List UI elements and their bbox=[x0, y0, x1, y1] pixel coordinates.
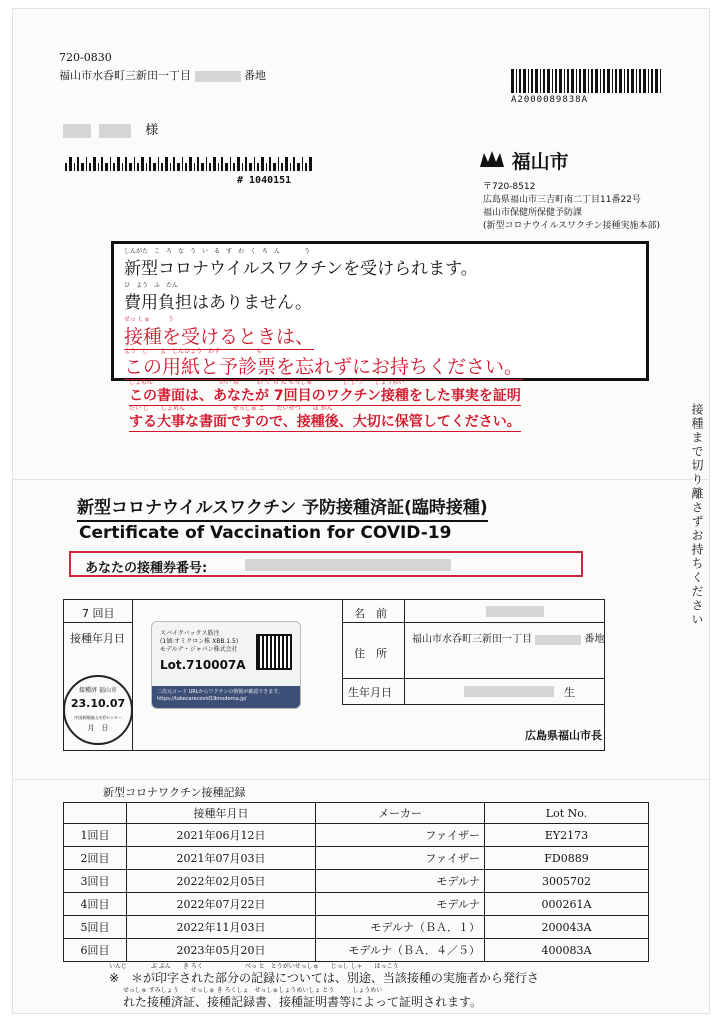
mayor-signature: 広島県福山市長 bbox=[525, 729, 602, 742]
recipient-address bbox=[59, 67, 266, 83]
barcode-bar bbox=[648, 69, 649, 93]
lot-cell: EY2173 bbox=[485, 824, 649, 847]
barcode-bar bbox=[571, 69, 574, 93]
table-row bbox=[64, 847, 649, 870]
barcode-bar bbox=[579, 69, 581, 93]
lot-cell: 000261A bbox=[485, 893, 649, 916]
castle-logo-icon bbox=[479, 151, 512, 173]
barcode-bar bbox=[583, 69, 586, 93]
city-logo bbox=[479, 147, 569, 174]
notice-line-2: 費用負担はありません。 bbox=[124, 293, 313, 313]
stamp-bottom: 中国新聞福山水呑センター bbox=[74, 715, 122, 720]
barcode-bar bbox=[595, 69, 598, 93]
barcode-bar bbox=[511, 69, 514, 93]
barcode bbox=[65, 157, 314, 171]
barcode-bar bbox=[281, 163, 283, 171]
barcode-bar bbox=[101, 157, 103, 171]
proof-notice-line-2: する大事な書面ですので、接種後、大切に保管してください。 bbox=[129, 411, 521, 432]
notice-line-4: この用紙と予診票を忘れずにお持ちください。 bbox=[124, 352, 523, 380]
barcode-bar bbox=[564, 69, 565, 93]
barcode-bar bbox=[543, 69, 545, 93]
issuer-address-block bbox=[483, 181, 660, 233]
sticker-url: https://takecarecovid19moderna.jp/ bbox=[157, 696, 247, 702]
column-header: 接種年月日 bbox=[127, 803, 316, 824]
ruby-text: せっしゅ すみしょう せっしゅ き ろくしょ せっしゅしょうめいしょ とう しょうめい bbox=[123, 987, 383, 994]
barcode-bar bbox=[213, 157, 216, 171]
barcode-bar bbox=[559, 69, 562, 93]
lot-cell: 400083A bbox=[485, 939, 649, 962]
ticket-number-box bbox=[69, 551, 583, 577]
barcode-bar bbox=[266, 163, 267, 171]
ticket-number-label: あなたの接種券番号: bbox=[85, 561, 208, 576]
vaccination-records-table bbox=[63, 802, 649, 962]
barcode-bar bbox=[189, 157, 192, 171]
barcode-bar bbox=[86, 157, 87, 171]
ruby-text: だい じ しょめん せっしゅ ご たいせつ ほ かん bbox=[129, 405, 333, 412]
barcode-bar bbox=[269, 157, 271, 171]
barcode-bar bbox=[117, 157, 120, 171]
ruby-text: いんじ ぶ ぶん き ろく べっ と とうがいせっしゅ じっし しゃ はっこう bbox=[109, 963, 399, 970]
recipient-name bbox=[63, 119, 158, 138]
table-row bbox=[64, 939, 649, 962]
lot-cell: 200043A bbox=[485, 916, 649, 939]
notice-line-3: 接種を受けるときは、 bbox=[124, 322, 314, 350]
barcode-bar bbox=[655, 69, 658, 93]
redacted-block bbox=[195, 71, 241, 82]
barcode-bar bbox=[122, 163, 123, 171]
barcode-bar bbox=[201, 163, 204, 171]
barcode-bar bbox=[113, 163, 115, 171]
barcode-bar bbox=[528, 69, 529, 93]
ruby-text: しょめん かい め わ く ち ん せっしゅ じ じつ しょうめい bbox=[129, 379, 405, 386]
dose-cell: 3回目 bbox=[64, 870, 127, 893]
issuer-address: 広島県福山市三吉町南二丁目11番22号 bbox=[483, 195, 641, 205]
certificate-title-en: Certificate of Vaccination for COVID-19 bbox=[79, 523, 452, 543]
barcode-bar bbox=[137, 163, 139, 171]
divider bbox=[342, 704, 604, 705]
barcode-number: A2000089838A bbox=[511, 95, 589, 105]
qr-code-icon bbox=[256, 634, 292, 670]
barcode-bar bbox=[173, 157, 175, 171]
barcode-bar bbox=[257, 163, 259, 171]
barcode-bar bbox=[218, 163, 219, 171]
stamp-day: 月 日 bbox=[87, 724, 109, 732]
barcode-bar bbox=[309, 157, 312, 171]
divider bbox=[64, 622, 132, 623]
customer-number: # 1040151 bbox=[237, 175, 292, 186]
barcode-bar bbox=[285, 157, 288, 171]
address-value bbox=[412, 630, 604, 645]
barcode-bar bbox=[74, 163, 75, 171]
column-header: Lot No. bbox=[485, 803, 649, 824]
barcode-bar bbox=[146, 163, 147, 171]
date-cell: 2023年05月20日 bbox=[127, 939, 316, 962]
barcode-bar bbox=[230, 157, 231, 171]
recipient-address-text: 福山市水呑町三新田一丁目 bbox=[59, 69, 191, 82]
sticker-info-text: 二次元コード URLからワクチンの情報が確認できます。 bbox=[157, 689, 283, 695]
sticker-text bbox=[160, 630, 238, 654]
postal-customer-barcode bbox=[65, 157, 315, 171]
barcode-bar bbox=[660, 69, 661, 93]
dob-label: 生年月日 bbox=[348, 686, 392, 699]
barcode-bar bbox=[89, 163, 91, 171]
stamp-top: 接種済 福山市 bbox=[79, 687, 117, 694]
barcode-bar bbox=[249, 163, 252, 171]
barcode-bar bbox=[603, 69, 605, 93]
barcode-bar bbox=[547, 69, 550, 93]
column-header bbox=[64, 803, 127, 824]
maker-cell: ファイザー bbox=[316, 824, 485, 847]
table-row bbox=[64, 870, 649, 893]
barcode-bar bbox=[105, 163, 108, 171]
barcode-bar bbox=[588, 69, 589, 93]
maker-cell: モデルナ（ＢＡ．１） bbox=[316, 916, 485, 939]
divider bbox=[404, 600, 405, 704]
date-cell: 2022年07月22日 bbox=[127, 893, 316, 916]
issuer-department: 福山市保健所保健予防課 bbox=[483, 208, 583, 218]
table-header-row bbox=[64, 803, 649, 824]
table-row bbox=[64, 824, 649, 847]
barcode-bar bbox=[129, 163, 132, 171]
date-label: 接種年月日 bbox=[70, 632, 125, 645]
sticker-strain: (1価:オミクロン株 XBB.1.5) bbox=[160, 638, 239, 645]
dose-cell: 5回目 bbox=[64, 916, 127, 939]
barcode-bar bbox=[523, 69, 526, 93]
vaccination-notice-document bbox=[12, 8, 710, 1014]
redacted-block bbox=[486, 606, 544, 617]
divider bbox=[342, 622, 604, 623]
issuer-postal: 〒720-8512 bbox=[483, 182, 536, 192]
barcode-bar bbox=[125, 157, 127, 171]
records-body bbox=[64, 824, 649, 962]
barcode-bar bbox=[297, 163, 300, 171]
barcode-bar bbox=[194, 163, 195, 171]
fold-line bbox=[13, 779, 709, 780]
barcode-bar bbox=[197, 157, 199, 171]
column-header: メーカー bbox=[316, 803, 485, 824]
barcode-bar bbox=[619, 69, 622, 93]
barcode-bar bbox=[600, 69, 601, 93]
date-cell: 2022年02月05日 bbox=[127, 870, 316, 893]
name-label: 名 前 bbox=[354, 607, 387, 620]
dose-cell: 6回目 bbox=[64, 939, 127, 962]
barcode-bar bbox=[290, 163, 291, 171]
divider bbox=[342, 600, 343, 704]
ruby-text: よう し よ しんひょう わす も bbox=[124, 348, 263, 355]
barcode-bar bbox=[516, 69, 517, 93]
barcode-bar bbox=[302, 157, 303, 171]
barcode-bar bbox=[141, 157, 144, 171]
barcode-bar bbox=[254, 157, 255, 171]
barcode-bar bbox=[624, 69, 625, 93]
barcode-bar bbox=[567, 69, 569, 93]
lot-cell: 3005702 bbox=[485, 870, 649, 893]
maker-cell: モデルナ bbox=[316, 893, 485, 916]
barcode-bar bbox=[305, 163, 307, 171]
stamp-date: 23.10.07 bbox=[70, 697, 126, 710]
barcode-bar bbox=[607, 69, 610, 93]
dob-suffix: 生 bbox=[564, 686, 575, 699]
sticker-lot: Lot.710007A bbox=[160, 658, 246, 672]
barcode-bar bbox=[643, 69, 646, 93]
barcode-bar bbox=[93, 157, 96, 171]
ruby-text: しんがた こ ろ な う い る す わ く ち ん う bbox=[124, 248, 311, 255]
barcode-bar bbox=[182, 157, 183, 171]
barcode-bar bbox=[540, 69, 541, 93]
barcode-bar bbox=[209, 163, 211, 171]
barcode-bar bbox=[225, 163, 228, 171]
barcode-bar bbox=[576, 69, 577, 93]
barcode-bar bbox=[98, 163, 99, 171]
barcode-bar bbox=[134, 157, 135, 171]
barcode bbox=[511, 69, 663, 93]
barcode-bar bbox=[233, 163, 235, 171]
barcode-bar bbox=[110, 157, 111, 171]
maker-cell: ファイザー bbox=[316, 847, 485, 870]
city-name: 福山市 bbox=[511, 151, 569, 173]
footnote-line-2: れた接種済証、接種記録書、接種証明書等によって証明されます。 bbox=[123, 995, 483, 1009]
barcode-bar bbox=[627, 69, 629, 93]
document-barcode bbox=[511, 69, 629, 93]
date-cell: 2021年06月12日 bbox=[127, 824, 316, 847]
date-cell: 2021年07月03日 bbox=[127, 847, 316, 870]
address-value-text: 福山市水呑町三新田一丁目 bbox=[412, 634, 532, 645]
barcode-bar bbox=[185, 163, 187, 171]
barcode-bar bbox=[555, 69, 557, 93]
barcode-bar bbox=[153, 163, 156, 171]
address-value-suffix: 番地 bbox=[584, 634, 605, 645]
barcode-bar bbox=[158, 157, 159, 171]
redacted-block bbox=[99, 124, 131, 138]
table-row bbox=[64, 893, 649, 916]
barcode-bar bbox=[177, 163, 180, 171]
vaccine-lot-sticker bbox=[151, 621, 301, 709]
barcode-bar bbox=[237, 157, 240, 171]
barcode-bar bbox=[552, 69, 553, 93]
barcode-bar bbox=[519, 69, 521, 93]
barcode-bar bbox=[639, 69, 641, 93]
redacted-block bbox=[535, 635, 581, 645]
barcode-bar bbox=[531, 69, 533, 93]
barcode-bar bbox=[170, 163, 171, 171]
vaccination-stamp bbox=[63, 675, 133, 745]
divider bbox=[342, 678, 604, 679]
maker-cell: モデルナ（ＢＡ．４／５） bbox=[316, 939, 485, 962]
dose-label: 7 回目 bbox=[82, 607, 115, 620]
redacted-block bbox=[63, 124, 91, 138]
footnote-line-1: ※ ＊が印字された部分の記録については、別途、当該接種の実施者から発行さ bbox=[109, 971, 539, 985]
date-cell: 2022年11月03日 bbox=[127, 916, 316, 939]
dose-cell: 1回目 bbox=[64, 824, 127, 847]
barcode-bar bbox=[535, 69, 538, 93]
issuer-office: (新型コロナウイルスワクチン接種実施本部) bbox=[483, 221, 661, 231]
barcode-bar bbox=[242, 163, 243, 171]
redacted-block bbox=[245, 559, 451, 571]
barcode-bar bbox=[278, 157, 279, 171]
barcode-bar bbox=[161, 163, 163, 171]
barcode-bar bbox=[591, 69, 593, 93]
barcode-bar bbox=[69, 157, 72, 171]
fold-line bbox=[13, 479, 709, 480]
side-instruction: 接種まで切り離さずお持ちください bbox=[690, 403, 704, 627]
sticker-maker: モデルナ・ジャパン株式会社 bbox=[160, 646, 238, 653]
address-label: 住 所 bbox=[354, 647, 387, 660]
lot-cell: FD0889 bbox=[485, 847, 649, 870]
maker-cell: モデルナ bbox=[316, 870, 485, 893]
postal-code: 720-0830 bbox=[59, 51, 112, 64]
barcode-bar bbox=[221, 157, 223, 171]
barcode-bar bbox=[81, 163, 84, 171]
dose-cell: 4回目 bbox=[64, 893, 127, 916]
records-title: 新型コロナワクチン接種記録 bbox=[103, 786, 246, 799]
barcode-bar bbox=[615, 69, 617, 93]
barcode-bar bbox=[206, 157, 207, 171]
proof-notice-line-1: この書面は、あなたが 7回目のワクチン接種をした事実を証明 bbox=[129, 385, 521, 406]
barcode-bar bbox=[149, 157, 151, 171]
barcode-bar bbox=[651, 69, 653, 93]
vaccine-notice-box bbox=[111, 241, 649, 381]
recipient-address-suffix: 番地 bbox=[244, 69, 266, 82]
barcode-bar bbox=[293, 157, 295, 171]
table-row bbox=[64, 916, 649, 939]
redacted-block bbox=[464, 686, 554, 697]
barcode-bar bbox=[636, 69, 637, 93]
barcode-bar bbox=[77, 157, 79, 171]
barcode-bar bbox=[65, 163, 67, 171]
dose-cell: 2回目 bbox=[64, 847, 127, 870]
sticker-product: スパイクバックス筋注 bbox=[160, 630, 220, 637]
ruby-text: せっ しゅ う bbox=[124, 316, 174, 323]
sticker-info-bar bbox=[152, 686, 300, 708]
barcode-bar bbox=[165, 157, 168, 171]
barcode-bar bbox=[612, 69, 613, 93]
barcode-bar bbox=[245, 157, 247, 171]
ruby-text: ひ よう ふ たん bbox=[124, 282, 179, 289]
certificate-title-ja: 新型コロナウイルスワクチン 予防接種済証(臨時接種) bbox=[77, 493, 488, 522]
honorific: 様 bbox=[145, 123, 159, 138]
barcode-bar bbox=[261, 157, 264, 171]
certificate-grid bbox=[63, 599, 605, 751]
barcode-bar bbox=[273, 163, 276, 171]
barcode-bar bbox=[631, 69, 634, 93]
notice-line-1: 新型コロナウイルスワクチンを受けられます。 bbox=[124, 259, 478, 279]
